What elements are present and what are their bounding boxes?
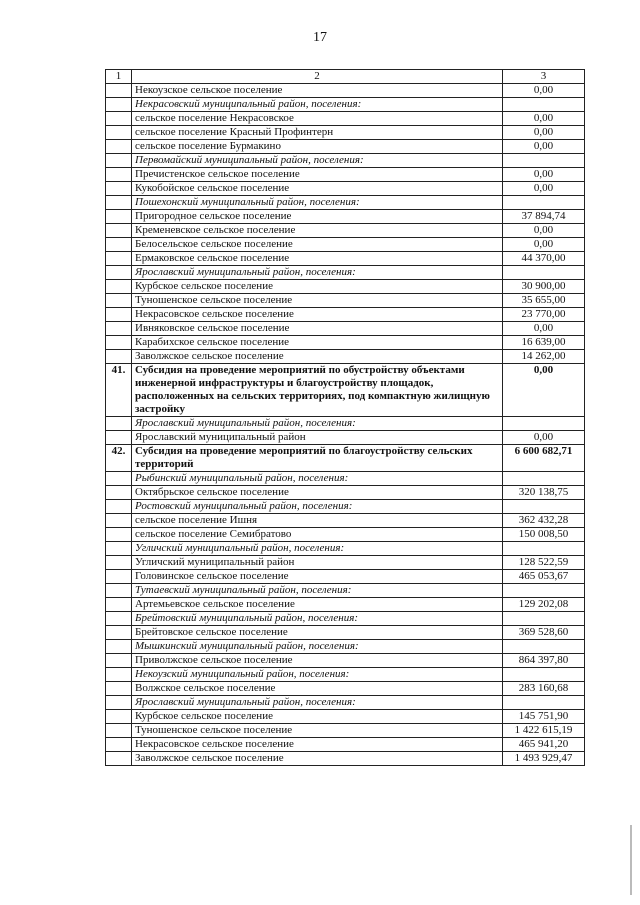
table-row [106, 364, 585, 417]
settlement-name: Кременевское сельское поселение [132, 224, 503, 238]
table-row [106, 640, 585, 654]
amount-value: 864 397,80 [503, 654, 585, 668]
settlement-name: Кукобойское сельское поселение [132, 182, 503, 196]
row-number [106, 752, 132, 766]
table-row [106, 308, 585, 322]
amount-value [503, 417, 585, 431]
district-heading: Ярославский муниципальный район, поселения: [132, 417, 503, 431]
table-row [106, 598, 585, 612]
amount-value [503, 696, 585, 710]
amount-value: 0,00 [503, 364, 585, 417]
settlement-name: Заволжское сельское поселение [132, 350, 503, 364]
table-row [106, 126, 585, 140]
table-row [106, 486, 585, 500]
amount-value [503, 98, 585, 112]
amount-value [503, 472, 585, 486]
table-row [106, 710, 585, 724]
table-row [106, 84, 585, 98]
settlement-name: Заволжское сельское поселение [132, 752, 503, 766]
amount-value: 44 370,00 [503, 252, 585, 266]
row-number [106, 682, 132, 696]
district-heading: Ярославский муниципальный район, поселения: [132, 266, 503, 280]
amount-value: 145 751,90 [503, 710, 585, 724]
margin-scan-mark [630, 825, 632, 895]
row-number [106, 556, 132, 570]
row-number [106, 626, 132, 640]
amount-value: 0,00 [503, 182, 585, 196]
row-number [106, 472, 132, 486]
table-row [106, 654, 585, 668]
settlement-name: Карабихское сельское поселение [132, 336, 503, 350]
table-row [106, 472, 585, 486]
amount-value: 0,00 [503, 126, 585, 140]
row-number [106, 196, 132, 210]
amount-value: 465 941,20 [503, 738, 585, 752]
district-heading: Мышкинский муниципальный район, поселения: [132, 640, 503, 654]
table-row [106, 168, 585, 182]
row-number [106, 154, 132, 168]
header-col-1: 1 [106, 70, 132, 84]
table-row [106, 112, 585, 126]
row-number [106, 584, 132, 598]
settlement-name: Курбское сельское поселение [132, 280, 503, 294]
row-number: 41. [106, 364, 132, 417]
settlement-name: Приволжское сельское поселение [132, 654, 503, 668]
settlement-name: Брейтовское сельское поселение [132, 626, 503, 640]
amount-value: 0,00 [503, 140, 585, 154]
amount-value: 465 053,67 [503, 570, 585, 584]
amount-value: 129 202,08 [503, 598, 585, 612]
budget-table [105, 69, 585, 766]
row-number [106, 308, 132, 322]
amount-value [503, 668, 585, 682]
table-row [106, 336, 585, 350]
settlement-name: Угличский муниципальный район [132, 556, 503, 570]
table-row [106, 626, 585, 640]
settlement-name: Белосельское сельское поселение [132, 238, 503, 252]
settlement-name: Туношенское сельское поселение [132, 724, 503, 738]
table-row [106, 738, 585, 752]
table-row [106, 542, 585, 556]
row-number [106, 738, 132, 752]
amount-value: 6 600 682,71 [503, 445, 585, 472]
row-number [106, 696, 132, 710]
amount-value [503, 612, 585, 626]
settlement-name: Курбское сельское поселение [132, 710, 503, 724]
amount-value [503, 154, 585, 168]
table-row [106, 294, 585, 308]
row-number [106, 514, 132, 528]
row-number [106, 336, 132, 350]
table-row [106, 556, 585, 570]
amount-value: 0,00 [503, 224, 585, 238]
row-number [106, 294, 132, 308]
settlement-name: Ермаковское сельское поселение [132, 252, 503, 266]
settlement-name: сельское поселение Семибратово [132, 528, 503, 542]
settlement-name: Волжское сельское поселение [132, 682, 503, 696]
row-number [106, 710, 132, 724]
amount-value: 0,00 [503, 322, 585, 336]
header-col-2: 2 [132, 70, 503, 84]
district-heading: Ярославский муниципальный район, поселения: [132, 696, 503, 710]
amount-value: 0,00 [503, 431, 585, 445]
table-row [106, 196, 585, 210]
amount-value: 369 528,60 [503, 626, 585, 640]
settlement-name: Туношенское сельское поселение [132, 294, 503, 308]
amount-value: 0,00 [503, 112, 585, 126]
district-heading: Некрасовский муниципальный район, поселения: [132, 98, 503, 112]
row-number [106, 84, 132, 98]
settlement-name: Некоузское сельское поселение [132, 84, 503, 98]
row-number [106, 570, 132, 584]
district-heading: Рыбинский муниципальный район, поселения: [132, 472, 503, 486]
page-number: 17 [313, 30, 327, 45]
subsidy-title: Субсидия на проведение мероприятий по обустройству объектами инженерной инфраструктуры и благоустройству площадок, расположенных на сельских территориях, под компактную жилищную застройку [132, 364, 503, 417]
table-row [106, 210, 585, 224]
row-number: 42. [106, 445, 132, 472]
amount-value: 16 639,00 [503, 336, 585, 350]
district-heading: Ростовский муниципальный район, поселения: [132, 500, 503, 514]
header-col-3: 3 [503, 70, 585, 84]
amount-value [503, 196, 585, 210]
table-row [106, 696, 585, 710]
settlement-name: сельское поселение Красный Профинтерн [132, 126, 503, 140]
row-number [106, 140, 132, 154]
settlement-name: Ивняковское сельское поселение [132, 322, 503, 336]
row-number [106, 350, 132, 364]
table-row [106, 322, 585, 336]
table-row [106, 612, 585, 626]
amount-value: 320 138,75 [503, 486, 585, 500]
amount-value: 128 522,59 [503, 556, 585, 570]
table-row [106, 514, 585, 528]
district-heading: Тутаевский муниципальный район, поселения: [132, 584, 503, 598]
settlement-name: Артемьевское сельское поселение [132, 598, 503, 612]
row-number [106, 252, 132, 266]
table-row [106, 724, 585, 738]
table-row [106, 140, 585, 154]
row-number [106, 668, 132, 682]
settlement-name: Некрасовское сельское поселение [132, 308, 503, 322]
amount-value [503, 640, 585, 654]
table-body [106, 84, 585, 766]
table-row [106, 668, 585, 682]
row-number [106, 280, 132, 294]
table-row [106, 182, 585, 196]
table-row [106, 570, 585, 584]
row-number [106, 322, 132, 336]
row-number [106, 126, 132, 140]
row-number [106, 598, 132, 612]
table-row [106, 98, 585, 112]
district-heading: Пошехонский муниципальный район, поселения: [132, 196, 503, 210]
row-number [106, 224, 132, 238]
row-number [106, 640, 132, 654]
row-number [106, 98, 132, 112]
amount-value: 23 770,00 [503, 308, 585, 322]
district-heading: Некоузский муниципальный район, поселения: [132, 668, 503, 682]
amount-value [503, 500, 585, 514]
amount-value [503, 584, 585, 598]
amount-value [503, 266, 585, 280]
settlement-name: Головинское сельское поселение [132, 570, 503, 584]
row-number [106, 238, 132, 252]
table-row [106, 238, 585, 252]
table-row [106, 252, 585, 266]
row-number [106, 168, 132, 182]
row-number [106, 500, 132, 514]
table-row [106, 280, 585, 294]
settlement-name: Пригородное сельское поселение [132, 210, 503, 224]
amount-value: 1 422 615,19 [503, 724, 585, 738]
settlement-name: Пречистенское сельское поселение [132, 168, 503, 182]
row-number [106, 542, 132, 556]
row-number [106, 210, 132, 224]
table-row [106, 500, 585, 514]
table-row [106, 266, 585, 280]
table-row [106, 584, 585, 598]
row-number [106, 182, 132, 196]
amount-value: 0,00 [503, 84, 585, 98]
amount-value: 150 008,50 [503, 528, 585, 542]
table-row [106, 431, 585, 445]
amount-value: 283 160,68 [503, 682, 585, 696]
settlement-name: сельское поселение Некрасовское [132, 112, 503, 126]
amount-value [503, 542, 585, 556]
amount-value: 35 655,00 [503, 294, 585, 308]
row-number [106, 431, 132, 445]
subsidy-title: Субсидия на проведение мероприятий по благоустройству сельских территорий [132, 445, 503, 472]
amount-value: 0,00 [503, 168, 585, 182]
row-number [106, 724, 132, 738]
amount-value: 1 493 929,47 [503, 752, 585, 766]
table-row [106, 752, 585, 766]
settlement-name: Октябрьское сельское поселение [132, 486, 503, 500]
amount-value: 0,00 [503, 238, 585, 252]
row-number [106, 417, 132, 431]
table-row [106, 445, 585, 472]
district-heading: Угличский муниципальный район, поселения: [132, 542, 503, 556]
district-heading: Брейтовский муниципальный район, поселения: [132, 612, 503, 626]
row-number [106, 112, 132, 126]
table-header-row [106, 70, 585, 84]
table-row [106, 417, 585, 431]
table-row [106, 224, 585, 238]
amount-value: 14 262,00 [503, 350, 585, 364]
row-number [106, 486, 132, 500]
amount-value: 37 894,74 [503, 210, 585, 224]
table-row [106, 528, 585, 542]
settlement-name: сельское поселение Бурмакино [132, 140, 503, 154]
table-row [106, 350, 585, 364]
amount-value: 362 432,28 [503, 514, 585, 528]
row-number [106, 612, 132, 626]
settlement-name: Ярославский муниципальный район [132, 431, 503, 445]
row-number [106, 654, 132, 668]
row-number [106, 528, 132, 542]
row-number [106, 266, 132, 280]
table-row [106, 682, 585, 696]
district-heading: Первомайский муниципальный район, поселения: [132, 154, 503, 168]
amount-value: 30 900,00 [503, 280, 585, 294]
settlement-name: Некрасовское сельское поселение [132, 738, 503, 752]
table-row [106, 154, 585, 168]
settlement-name: сельское поселение Ишня [132, 514, 503, 528]
